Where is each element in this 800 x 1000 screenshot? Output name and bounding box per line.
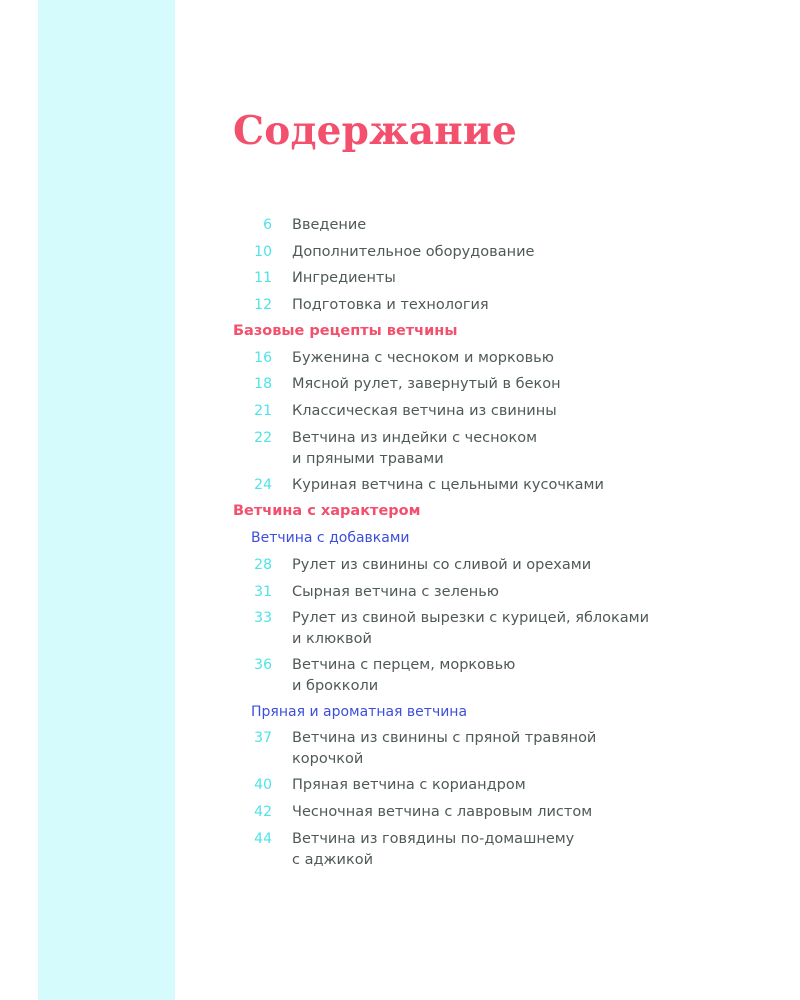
page-number: 44 — [254, 831, 272, 847]
entry-title: Ветчина из говядины по-домашнему с аджикой — [292, 831, 575, 868]
entry-title: Классическая ветчина из свинины — [292, 403, 557, 419]
entry-title: Ветчина из свинины с пряной травяной корочкой — [292, 730, 597, 767]
page-number: 16 — [254, 350, 272, 366]
section-heading-basic-recipes[interactable]: Базовые рецепты ветчины — [233, 323, 458, 339]
page-number: 6 — [263, 217, 272, 233]
page-number: 18 — [254, 376, 272, 392]
page-number: 42 — [254, 804, 272, 820]
section-heading-ham-with-character[interactable]: Ветчина с характером — [233, 503, 421, 519]
page-number: 10 — [254, 244, 272, 260]
page-number: 31 — [254, 584, 272, 600]
page-number: 22 — [254, 430, 272, 446]
subsection-heading-spicy-aromatic[interactable]: Пряная и ароматная ветчина — [251, 704, 468, 720]
entry-title: Рулет из свиной вырезки с курицей, яблоками и клюквой — [292, 610, 650, 647]
page-number: 11 — [254, 270, 272, 286]
entry-title: Подготовка и технология — [292, 297, 489, 313]
entry-title: Дополнительное оборудование — [292, 244, 535, 260]
entry-title: Буженина с чесноком и морковью — [292, 350, 554, 366]
entry-title: Ветчина из индейки с чесноком и пряными травами — [292, 430, 538, 467]
subsection-heading-with-additives[interactable]: Ветчина с добавками — [251, 530, 410, 546]
entry-title: Пряная ветчина с кориандром — [292, 777, 526, 793]
entry-title: Рулет из свинины со сливой и орехами — [292, 557, 592, 573]
entry-title: Ветчина с перцем, морковью и брокколи — [292, 657, 516, 694]
page-number: 12 — [254, 297, 272, 313]
page-number: 24 — [254, 477, 272, 493]
page-number: 40 — [254, 777, 272, 793]
page-number: 36 — [254, 657, 272, 673]
page-number: 28 — [254, 557, 272, 573]
entry-title: Мясной рулет, завернутый в бекон — [292, 376, 561, 392]
page-number: 21 — [254, 403, 272, 419]
entry-title: Ингредиенты — [292, 270, 396, 286]
entry-title: Введение — [292, 217, 367, 233]
page-number: 37 — [254, 730, 272, 746]
entry-title: Сырная ветчина с зеленью — [292, 584, 499, 600]
page-number: 33 — [254, 610, 272, 626]
entry-title: Чесночная ветчина с лавровым листом — [292, 804, 593, 820]
entry-title: Куриная ветчина с цельными кусочками — [292, 477, 604, 493]
page-title: Содержание — [233, 108, 518, 154]
